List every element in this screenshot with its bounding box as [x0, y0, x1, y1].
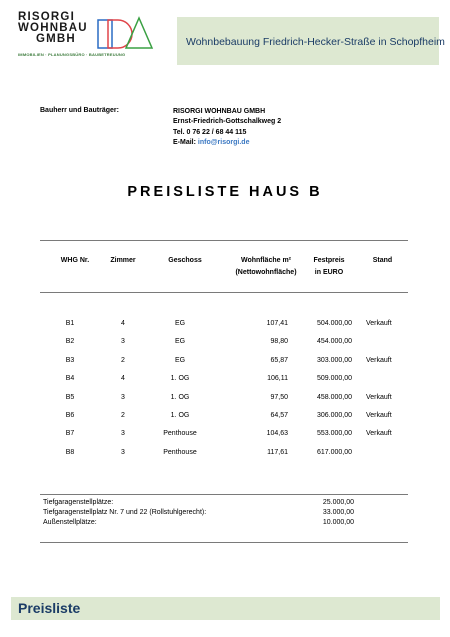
cell-whg: B6	[65, 412, 75, 419]
logo-shapes-icon	[96, 14, 154, 52]
cell-whg: B3	[65, 356, 75, 364]
parking-bottom-rule	[40, 542, 408, 543]
cell-preis: 306.000,00	[316, 412, 352, 419]
col-header-festpreis-main: Festpreis	[313, 257, 345, 264]
logo-line-3: GMBH	[36, 33, 76, 45]
company-logo	[18, 12, 98, 45]
cell-preis: 617.000,00	[316, 448, 352, 456]
cell-flaeche: 98,80	[270, 338, 288, 346]
contact-email-label: E-Mail:	[173, 138, 196, 146]
cell-geschoss: EG	[174, 320, 186, 327]
cell-geschoss: EG	[174, 338, 186, 346]
cell-whg: B8	[65, 448, 75, 456]
parking-price-3: 10.000,00	[322, 519, 354, 526]
contact-label: Bauherr und Bauträger:	[40, 107, 119, 114]
parking-top-rule	[40, 494, 408, 495]
col-header-festpreis	[300, 255, 358, 279]
cell-flaeche: 104,63	[266, 430, 288, 438]
cell-geschoss: 1. OG	[170, 375, 190, 383]
cell-stand: Verkauft	[366, 412, 392, 419]
cell-geschoss: Penthouse	[163, 448, 197, 456]
cell-zimmer: 3	[121, 338, 125, 346]
contact-street: Ernst-Friedrich-Gottschalkweg 2	[173, 118, 282, 126]
cell-zimmer: 3	[121, 448, 125, 456]
cell-zimmer: 4	[121, 320, 125, 327]
cell-preis: 553.000,00	[316, 430, 352, 438]
cell-preis: 509.000,00	[316, 375, 352, 383]
col-header-whg: WHG Nr.	[60, 257, 90, 264]
cell-zimmer: 2	[121, 412, 125, 419]
cell-whg: B2	[65, 338, 75, 346]
cell-stand: Verkauft	[366, 393, 392, 401]
cell-zimmer: 4	[121, 375, 125, 383]
cell-flaeche: 97,50	[270, 393, 288, 401]
col-header-zimmer: Zimmer	[110, 257, 136, 264]
cell-flaeche: 106,11	[267, 375, 288, 383]
col-header-festpreis-sub: in EURO	[314, 269, 344, 276]
cell-preis: 458.000,00	[316, 393, 352, 401]
cell-geschoss: Penthouse	[163, 430, 197, 438]
parking-label-3: Außenstellplätze:	[43, 519, 97, 526]
cell-stand: Verkauft	[366, 320, 392, 327]
table-header-rule	[40, 292, 408, 293]
parking-price-2: 33.000,00	[322, 509, 354, 516]
document-title: PREISLISTE HAUS B	[127, 184, 323, 200]
cell-flaeche: 64,57	[270, 412, 288, 419]
logo-subtitle: IMMOBILIEN · PLANUNGSBÜRO · BAUBETREUUNG	[18, 52, 126, 57]
col-header-stand: Stand	[372, 257, 393, 264]
col-header-wohnflaeche	[221, 255, 311, 279]
contact-phone: Tel. 0 76 22 / 68 44 115	[173, 128, 247, 136]
cell-zimmer: 3	[121, 430, 125, 438]
cell-flaeche: 65,87	[270, 356, 288, 364]
cell-flaeche: 107,41	[266, 320, 288, 327]
header-title: Wohnbebauung Friedrich-Hecker-Straße in Schopfheim	[186, 36, 445, 48]
table-top-rule	[40, 240, 408, 241]
contact-email-link[interactable]: info@risorgi.de	[197, 138, 250, 146]
cell-whg: B1	[65, 320, 75, 327]
cell-flaeche: 117,61	[267, 448, 288, 456]
cell-whg: B5	[65, 393, 75, 401]
contact-company: RISORGI WOHNBAU GMBH	[173, 108, 266, 115]
cell-whg: B7	[65, 430, 75, 438]
contact-email-line	[173, 138, 281, 148]
cell-zimmer: 3	[121, 393, 125, 401]
cell-zimmer: 2	[121, 356, 125, 364]
col-header-geschoss: Geschoss	[168, 257, 202, 264]
parking-label-1: Tiefgaragenstellplätze:	[43, 499, 114, 506]
parking-label-2: Tiefgaragenstellplatz Nr. 7 und 22 (Rollstuhlgerecht):	[43, 509, 207, 516]
cell-preis: 504.000,00	[316, 320, 352, 327]
cell-geschoss: EG	[174, 356, 186, 364]
footer-title: Preisliste	[18, 600, 81, 616]
cell-preis: 303.000,00	[316, 356, 352, 364]
contact-block	[173, 107, 281, 148]
cell-stand: Verkauft	[366, 430, 392, 438]
logo-line-2: WOHNBAU	[18, 22, 88, 34]
cell-preis: 454.000,00	[316, 338, 352, 346]
cell-whg: B4	[65, 375, 75, 383]
col-header-wohnflaeche-sub: (Nettowohnfläche)	[235, 269, 297, 276]
cell-geschoss: 1. OG	[170, 393, 190, 401]
col-header-wohnflaeche-main: Wohnfläche m²	[240, 257, 292, 264]
parking-price-1: 25.000,00	[322, 499, 354, 506]
logo-line-1: RISORGI	[18, 11, 75, 23]
cell-geschoss: 1. OG	[170, 412, 190, 419]
cell-stand: Verkauft	[366, 356, 392, 364]
